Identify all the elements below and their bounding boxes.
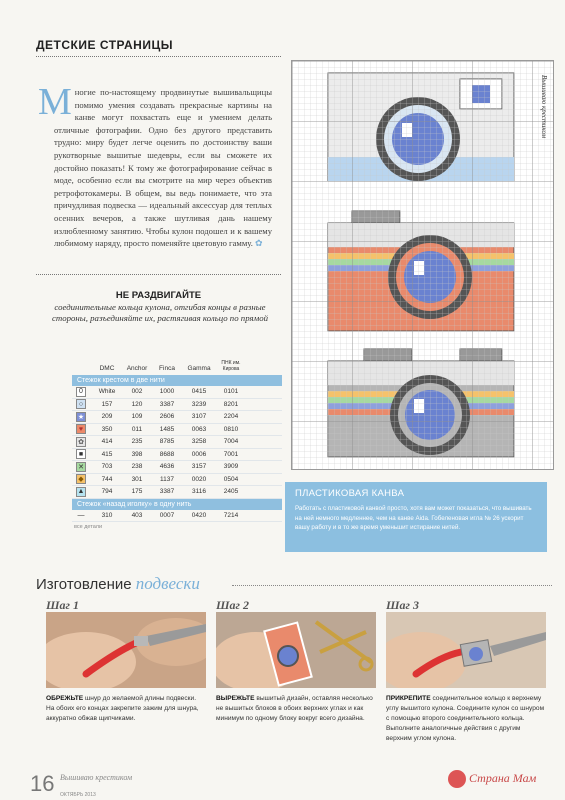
cell: 3258 bbox=[191, 438, 207, 446]
cell: 3387 bbox=[159, 488, 175, 496]
cell: 0020 bbox=[191, 475, 207, 483]
tip-text: соединительные кольца кулона, отгибая концы в разные стороны, разъединяйте их, растягивая кольцо по прямой bbox=[51, 302, 268, 323]
intro-text: ногие по-настоящему продвинутые вышивальщицы помимо умения создавать прекрасные картины на канве могут похвастать еще и умением делать отличные фотографии. Одно без другого представить трудно: миру будет легче оценить по достоинству ваши рукотворные вышитые шедевры, если вы сможете их достойно показать! К тому же фотографирование сейчас в моде, особенно если вы смотрите на мир через объектив ретрофотокамеры. В общем, вы ведь понимаете, что эта причудливая подвеска — идеальный аксессуар для теплых осенних вечеров, а также шутливая дань нашему излюбленному занятию. Чтобы кулон подошел и к вашему любимому наряду, просто поменяйте цветовую гамму. bbox=[54, 87, 272, 249]
cell: 398 bbox=[131, 450, 143, 458]
key-row bbox=[72, 449, 282, 462]
key-band-cross: Стежок крестом в две нити bbox=[72, 375, 282, 386]
cross-stitch-grid bbox=[292, 61, 553, 469]
cell: White bbox=[98, 388, 116, 396]
intro-paragraph bbox=[38, 81, 272, 250]
column-header: Finca bbox=[159, 365, 175, 372]
tip-title: НЕ РАЗДВИГАЙТЕ bbox=[115, 290, 202, 301]
watermark-text: Страна Мам bbox=[469, 770, 537, 785]
cell: 301 bbox=[131, 475, 143, 483]
step-2-photo bbox=[216, 612, 376, 688]
cell: 157 bbox=[101, 400, 113, 408]
cell: 3116 bbox=[192, 488, 206, 496]
watermark-logo-icon bbox=[448, 770, 466, 788]
assembly-title bbox=[36, 574, 200, 594]
step-1-verb: ОБРЕЖЬТЕ bbox=[46, 695, 84, 702]
cell: 744 bbox=[101, 475, 113, 483]
cell: 1485 bbox=[159, 425, 175, 433]
step-2-label: Шаг 2 bbox=[216, 598, 249, 612]
cell: 3909 bbox=[223, 463, 239, 471]
step-3-label: Шаг 3 bbox=[386, 598, 419, 612]
cell: 109 bbox=[131, 413, 143, 421]
cell: 0063 bbox=[191, 425, 207, 433]
cell: 0420 bbox=[191, 511, 207, 519]
stitch-symbol-icon: ✿ bbox=[76, 437, 86, 447]
cell: 175 bbox=[131, 488, 143, 496]
step-3-text bbox=[386, 694, 546, 744]
key-row-backstitch bbox=[72, 510, 282, 523]
key-row bbox=[72, 424, 282, 437]
cell: 3107 bbox=[191, 413, 207, 421]
section-title: ДЕТСКИЕ СТРАНИЦЫ bbox=[36, 38, 173, 52]
plastic-canvas-box bbox=[285, 482, 547, 552]
cell: 1000 bbox=[159, 388, 175, 396]
step-3-photo bbox=[386, 612, 546, 688]
cell: 209 bbox=[101, 413, 113, 421]
key-row bbox=[72, 436, 282, 449]
divider bbox=[36, 274, 281, 275]
cell: 238 bbox=[131, 463, 143, 471]
step-1-body: шнур до желаемой длины подвески. На обоих его концах закрепите зажим для шнура, аккуратно обжав щипчиками. bbox=[46, 695, 199, 722]
stitch-symbol-icon: 0 bbox=[76, 387, 86, 397]
cell: 0810 bbox=[223, 425, 239, 433]
divider bbox=[36, 56, 281, 57]
cell: 3239 bbox=[191, 400, 207, 408]
column-header: Anchor bbox=[126, 365, 148, 372]
magazine-name: Вышиваю крестиком bbox=[60, 773, 133, 782]
site-watermark bbox=[448, 770, 536, 788]
assembly-title-accent: подвески bbox=[135, 574, 200, 593]
key-rows bbox=[72, 386, 282, 499]
backstitch-line-icon: — bbox=[77, 511, 85, 519]
cell: 7004 bbox=[223, 438, 239, 446]
column-header: ПНК им. Кирова bbox=[221, 360, 241, 372]
cell: 0415 bbox=[191, 388, 207, 396]
thread-key-table bbox=[72, 353, 282, 530]
key-row bbox=[72, 386, 282, 399]
cell: 235 bbox=[131, 438, 143, 446]
key-row bbox=[72, 474, 282, 487]
column-header: Gamma bbox=[187, 365, 211, 372]
stitch-symbol-icon: ■ bbox=[76, 449, 86, 459]
cell: 8201 bbox=[223, 400, 239, 408]
cell: 415 bbox=[101, 450, 113, 458]
cell: 0006 bbox=[191, 450, 207, 458]
stitch-symbol-icon: ✕ bbox=[76, 462, 86, 472]
cell: 011 bbox=[131, 425, 143, 433]
cell: 3157 bbox=[191, 463, 207, 471]
step-2-text bbox=[216, 694, 376, 724]
cell: 0007 bbox=[159, 511, 175, 519]
cell: 7001 bbox=[223, 450, 239, 458]
cell: 120 bbox=[131, 400, 143, 408]
cell: 350 bbox=[101, 425, 113, 433]
cell: 0504 bbox=[223, 475, 239, 483]
key-note: все детали bbox=[74, 524, 103, 530]
step-1-photo bbox=[46, 612, 206, 688]
cell: 703 bbox=[101, 463, 113, 471]
stitch-symbol-icon: ♥ bbox=[76, 424, 86, 434]
cell: 794 bbox=[101, 488, 113, 496]
key-band-backstitch: Стежок «назад иголку» в одну нить bbox=[72, 499, 282, 510]
cell: 414 bbox=[101, 438, 113, 446]
cell: 002 bbox=[131, 388, 143, 396]
stitch-symbol-icon: ▲ bbox=[77, 488, 85, 496]
step-1-label: Шаг 1 bbox=[46, 598, 79, 612]
flower-icon: ✿ bbox=[255, 238, 263, 249]
canvas-text: Работать с пластиковой канвой просто, хотя вам может показаться, что вышивать на ней немного медленнее, чем на канве Aida. Гобеленовая игла № 26 ускорит вашу работу и в то же время уменьшит истирание нитей. bbox=[295, 505, 532, 532]
step-3-verb: ПРИКРЕПИТЕ bbox=[386, 695, 431, 702]
assembly-title-main: Изготовление bbox=[36, 576, 132, 593]
key-header bbox=[72, 353, 282, 375]
key-row bbox=[72, 486, 282, 499]
step-2-verb: ВЫРЕЖЬТЕ bbox=[216, 695, 255, 702]
cross-stitch-chart bbox=[291, 60, 554, 470]
canvas-title: ПЛАСТИКОВАЯ КАНВА bbox=[295, 488, 405, 499]
chart-vertical-label: Вышиваю крестиком bbox=[540, 75, 548, 139]
cell: 1137 bbox=[160, 475, 174, 483]
cell: 8785 bbox=[159, 438, 175, 446]
cell: 4636 bbox=[159, 463, 175, 471]
key-row bbox=[72, 399, 282, 412]
cell: 310 bbox=[101, 511, 113, 519]
cell: 2606 bbox=[159, 413, 175, 421]
step-3-body: соединительное кольцо к верхнему углу вышитого кулона. Соедините кулон со шнуром с помощью второго соединительного кольца. Выполните аналогичные действия с другим верхним углом кулона. bbox=[386, 695, 545, 742]
page-number: 16 bbox=[30, 771, 55, 796]
cell: 2204 bbox=[223, 413, 239, 421]
divider bbox=[232, 585, 552, 586]
cell: 7214 bbox=[223, 511, 239, 519]
cell: 2405 bbox=[223, 488, 239, 496]
stitch-symbol-icon: ◆ bbox=[76, 474, 86, 484]
key-row bbox=[72, 461, 282, 474]
cell: 3387 bbox=[159, 400, 175, 408]
stitch-symbol-icon: ○ bbox=[76, 399, 86, 409]
drop-cap: М bbox=[38, 81, 72, 123]
column-header: DMC bbox=[99, 365, 115, 372]
step-2-body: вышитый дизайн, оставляя несколько не вышитых блоков в обоих верхних углах и как минимум по одному блоку вокруг всего дизайна. bbox=[216, 695, 373, 722]
issue-month: ОКТЯБРЬ 2013 bbox=[60, 792, 96, 798]
cell: 403 bbox=[131, 511, 143, 519]
stitch-symbol-icon: ★ bbox=[77, 413, 85, 421]
cell: 8688 bbox=[159, 450, 175, 458]
step-1-text bbox=[46, 694, 206, 724]
key-row bbox=[72, 411, 282, 424]
cell: 0101 bbox=[223, 388, 239, 396]
